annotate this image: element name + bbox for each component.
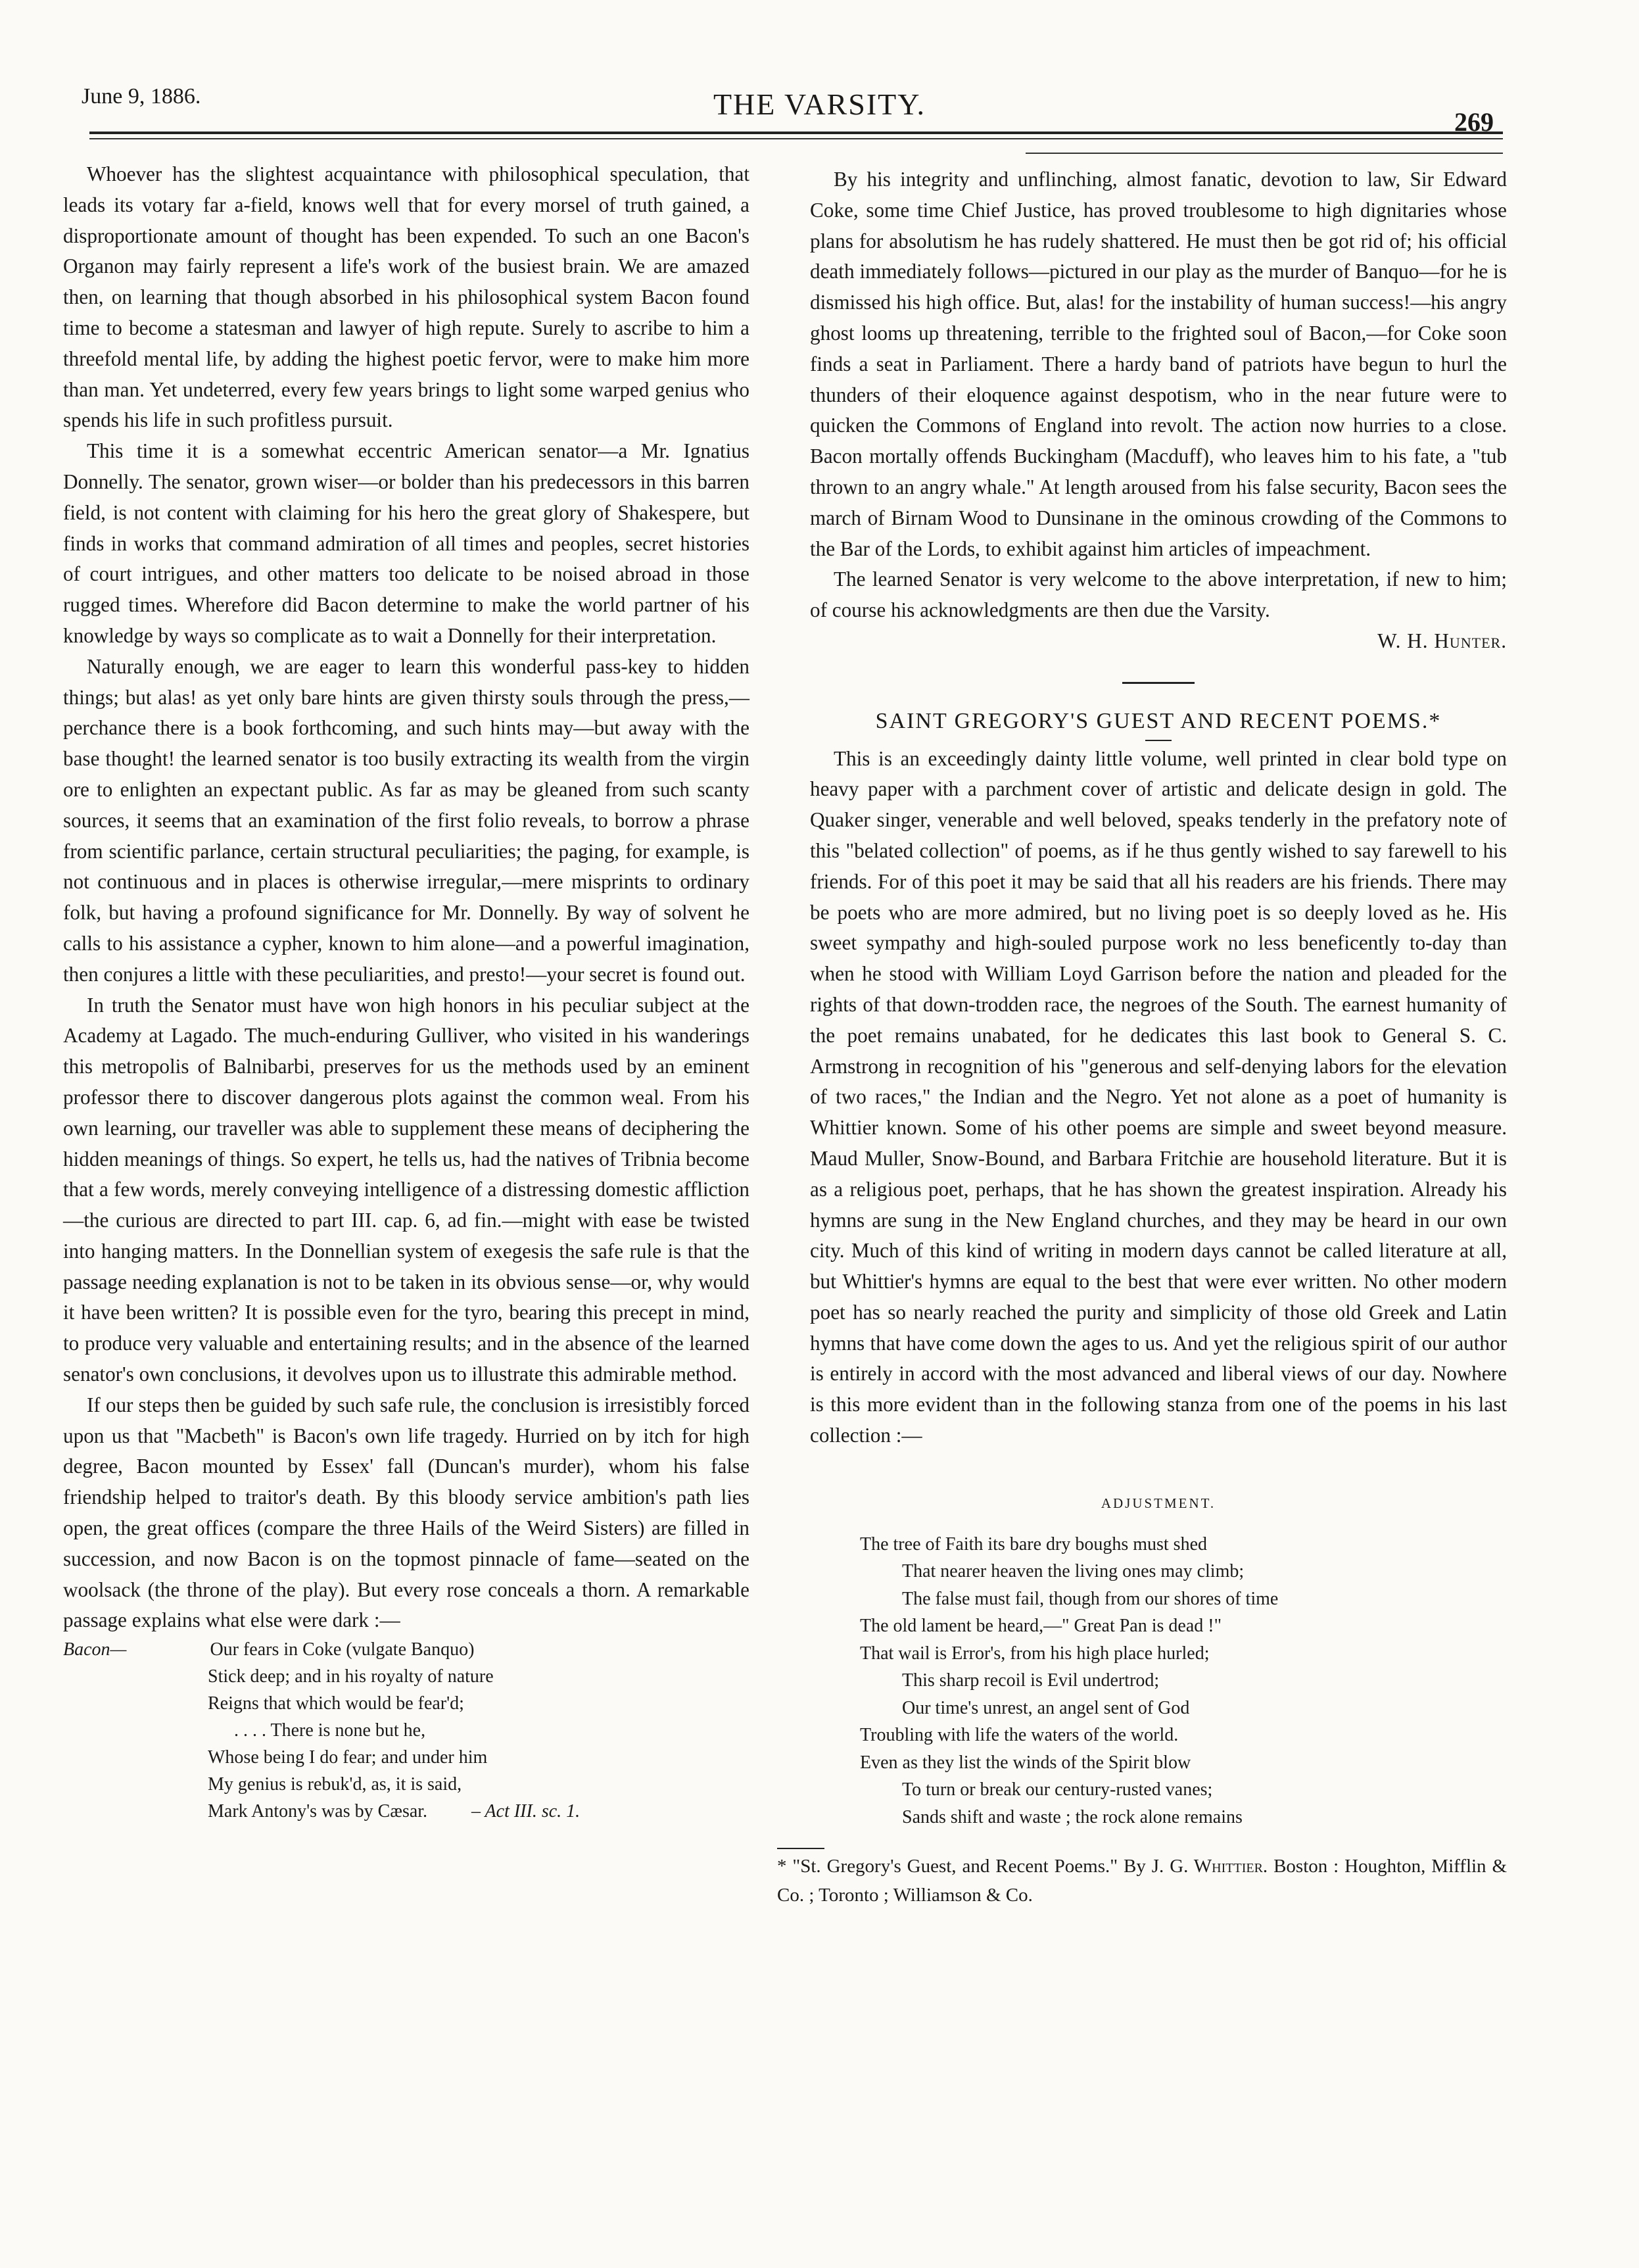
poem-line: To turn or break our century-rusted vanes;: [902, 1779, 1213, 1800]
verse-text: Our fears in Coke (vulgate Banquo): [210, 1639, 475, 1660]
section-divider: [1122, 682, 1195, 684]
footnote-text: * "St. Gregory's Guest, and Recent Poems." By: [777, 1856, 1146, 1877]
verse-text: Mark Antony's was by Cæsar.: [208, 1801, 428, 1822]
verse-citation: – Act III. sc. 1.: [471, 1801, 581, 1822]
poem-line: That wail is Error's, from his high place hurled;: [860, 1643, 1210, 1664]
verse-line: Reigns that which would be fear'd;: [208, 1693, 464, 1714]
paragraph: This time it is a somewhat eccentric American senator—a Mr. Ignatius Donnelly. The senator, grown wiser—or bolder than his predecessors in this barren field, is not content with claiming for his hero the great glory of Shakespere, but finds in works that command admiration of all times and peoples, secret histories of court intrigues, and other matters too delicate to be noised abroad in those rugged times. Wherefore did Bacon determine to make the world partner of his knowledge by ways so complicate as to wait a Donnelly for their interpretation.: [63, 439, 749, 647]
verse-line: [63, 1798, 749, 1825]
header-rule-thin: [89, 138, 1503, 139]
paragraph: In truth the Senator must have won high honors in his peculiar subject at the Academy at Lagado. The much-enduring Gulliver, who visited in his wanderings this metropolis of Balnibarbi, preserves for us the methods used by an eminent professor there to discover dangerous plots against the common weal. From his own learning, our traveller was able to supplement these means of deciphering the hidden meanings of things. So expert, he tells us, had the natives of Tribnia become that a few words, merely conveying intelligence of a distressing domestic affliction—the curious are directed to part III. cap. 6, ad fin.—might with ease be twisted into hanging matters. In the Donnellian system of exegesis the safe rule is that the passage needing explanation is not to be taken in its obvious sense—or, why would it have been written? It is possible even for the tyro, bearing this precept in mind, to produce very valuable and entertaining results; and in the absence of the learned senator's own conclusions, it devolves upon us to illustrate this admirable method.: [63, 993, 749, 1386]
footnote-rule: [777, 1848, 824, 1849]
paragraph: By his integrity and unflinching, almost fanatic, devotion to law, Sir Edward Coke, some time Chief Justice, has proved troublesome to high dignitaries whose plans for absolutism he has rudely shattered. He must then be got rid of; his official death immediately follows—pictured in our play as the murder of Banquo—for he is dismissed his high office. But, alas! for the instability of human success!—his angry ghost looms up threatening, terrible to the frighted soul of Bacon,—for Coke soon finds a seat in Parliament. There a hardy band of patriots have begun to hurl the thunders of their eloquence against despotism, who in the near future were to quicken the Commons of England into revolt. The action now hurries to a close. Bacon mortally offends Buckingham (Macduff), who leaves him to his fate, a "tub thrown to an angry whale." At length aroused from his false security, Bacon sees the march of Birnam Wood to Dunsinane in the ominous crowding of the Commons to the Bar of the Lords, to exhibit against him articles of impeachment.: [810, 168, 1507, 560]
poem-line: This sharp recoil is Evil undertrod;: [902, 1670, 1160, 1691]
poem-title: ADJUSTMENT.: [1101, 1495, 1216, 1511]
issue-date: June 9, 1886.: [82, 84, 201, 109]
poem-line: Sands shift and waste ; the rock alone remains: [902, 1806, 1243, 1827]
poem-line: The false must fail, though from our shores of time: [902, 1588, 1279, 1609]
header-rule-short: [1026, 153, 1503, 154]
poem-line: Our time's unrest, an angel sent of God: [902, 1697, 1190, 1718]
paragraph: The learned Senator is very welcome to the above interpretation, if new to him; of course his acknowledgments are then due the Varsity.: [810, 567, 1507, 622]
poem-stanza: [810, 1531, 1507, 1831]
author-signature: W. H. Hunter.: [1377, 629, 1507, 652]
verse-line: . . . . There is none but he,: [234, 1720, 426, 1741]
poem-line: Even as they list the winds of the Spirit blow: [860, 1752, 1191, 1773]
verse-line: My genius is rebuk'd, as, it is said,: [208, 1774, 462, 1795]
poem-line: Troubling with life the waters of the world.: [860, 1725, 1179, 1746]
right-column: [777, 164, 1508, 1910]
footnote-author: J. G. Whittier.: [1151, 1856, 1268, 1877]
verse-line: Stick deep; and in his royalty of nature: [208, 1666, 494, 1687]
section-title: SAINT GREGORY'S GUEST AND RECENT POEMS.*: [875, 708, 1442, 733]
footnote-publisher: Boston : Houghton, Mifflin & Co. ; Toronto ; Williamson & Co.: [777, 1856, 1508, 1906]
poem-line: That nearer heaven the living ones may climb;: [902, 1561, 1245, 1582]
paragraph: If our steps then be guided by such safe rule, the conclusion is irresistibly forced upon us that "Macbeth" is Bacon's own life tragedy. Hurried on by itch for high degree, Bacon mounted by Essex' fall (Duncan's murder), whom his false friendship helped to traitor's death. By this bloody service ambition's path lies open, the great offices (compare the three Hails of the Weird Sisters) are filled in succession, and now Bacon is on the topmost pinnacle of fame—seated on the woolsack (the throne of the play). But every rose conceals a thorn. A remarkable passage explains what else were dark :—: [63, 1393, 749, 1632]
poem-line: The tree of Faith its bare dry boughs must shed: [860, 1533, 1208, 1555]
paragraph: Naturally enough, we are eager to learn this wonderful pass-key to hidden things; but alas! as yet only bare hints are given thirsty souls through the press,—perchance there is a book forthcoming, and such hints may—but away with the base thought! the learned senator is too busily extracting its wealth from the virgin ore to enlighten an expectant public. As far as may be gleaned from such scanty sources, it seems that an examination of the first folio reveals, to borrow a phrase from scientific parlance, certain structural peculiarities; the paging, for example, is not continuous and in places is otherwise irregular,—mere misprints to ordinary folk, but having a profound significance for Mr. Donnelly. By way of solvent he calls to his assistance a cypher, known to him alone—and a powerful imagination, then conjures a little with these peculiarities, and presto!—your secret is found out.: [63, 654, 749, 986]
paragraph: This is an exceedingly dainty little volume, well printed in clear bold type on heavy paper with a parchment cover of artistic and delicate design in gold. The Quaker singer, venerable and well beloved, speaks tenderly in the prefatory note of this "belated collection" of poems, as if he thus gently wished to say farewell to his friends. For of this poet it may be said that all his readers are his friends. There may be poets who are more admired, but no living poet is so deeply loved as he. His sweet sympathy and high-souled purpose work no less beneficently to-day than when he stood with William Loyd Garrison before the nation and pleaded for the rights of that down-trodden race, the negroes of the South. The earnest humanity of the poet remains unabated, for he dedicates this last book to General S. C. Armstrong in recognition of his "generous and self-denying labors for the elevation of two races," the Indian and the Negro. Yet not alone as a poet of humanity is Whittier known. Some of his other poems are simple and sweet beyond measure. Maud Muller, Snow-Bound, and Barbara Fritchie are household literature. But it is as a religious poet, perhaps, that he has shown the greatest inspiration. Already his hymns are sung in the New England churches, and they may be heard in our own city. Much of this kind of writing in modern days cannot be called literature at all, but Whittier's hymns are equal to the best that were ever written. No other modern poet has so nearly reached the purity and simplicity of those old Greek and Latin hymns that have come down the ages to us. And yet the religious spirit of our author is entirely in accord with the most advanced and liberal views of our day. Nowhere is this more evident than in the following stanza from one of the poems in his last collection :—: [810, 746, 1507, 1447]
verse-line: [63, 1636, 749, 1663]
quoted-verse: [63, 1636, 749, 1825]
header-rule-thick: [89, 132, 1503, 134]
verse-line: Whose being I do fear; and under him: [208, 1747, 488, 1768]
poem-line: The old lament be heard,—" Great Pan is dead !": [860, 1616, 1222, 1637]
title-underline: [1145, 740, 1172, 741]
masthead-title: THE VARSITY.: [713, 87, 926, 121]
footnote: [777, 1852, 1507, 1910]
paragraph: Whoever has the slightest acquaintance with philosophical speculation, that leads its votary far a-field, knows well that for every morsel of truth gained, a disproportionate amount of thought has been expended. To such an one Bacon's Organon may fairly represent a life's work of the busiest brain. We are amazed then, on learning that though absorbed in his philosophical system Bacon found time to become a statesman and lawyer of high repute. Surely to ascribe to him a threefold mental life, by adding the highest poetic fervor, were to make him more than man. Yet undeterred, every few years brings to light some warped genius who spends his life in such profitless pursuit.: [63, 162, 749, 432]
page-number: 269: [1454, 107, 1494, 137]
left-column: [63, 159, 749, 1825]
verse-speaker: Bacon—: [63, 1639, 127, 1660]
